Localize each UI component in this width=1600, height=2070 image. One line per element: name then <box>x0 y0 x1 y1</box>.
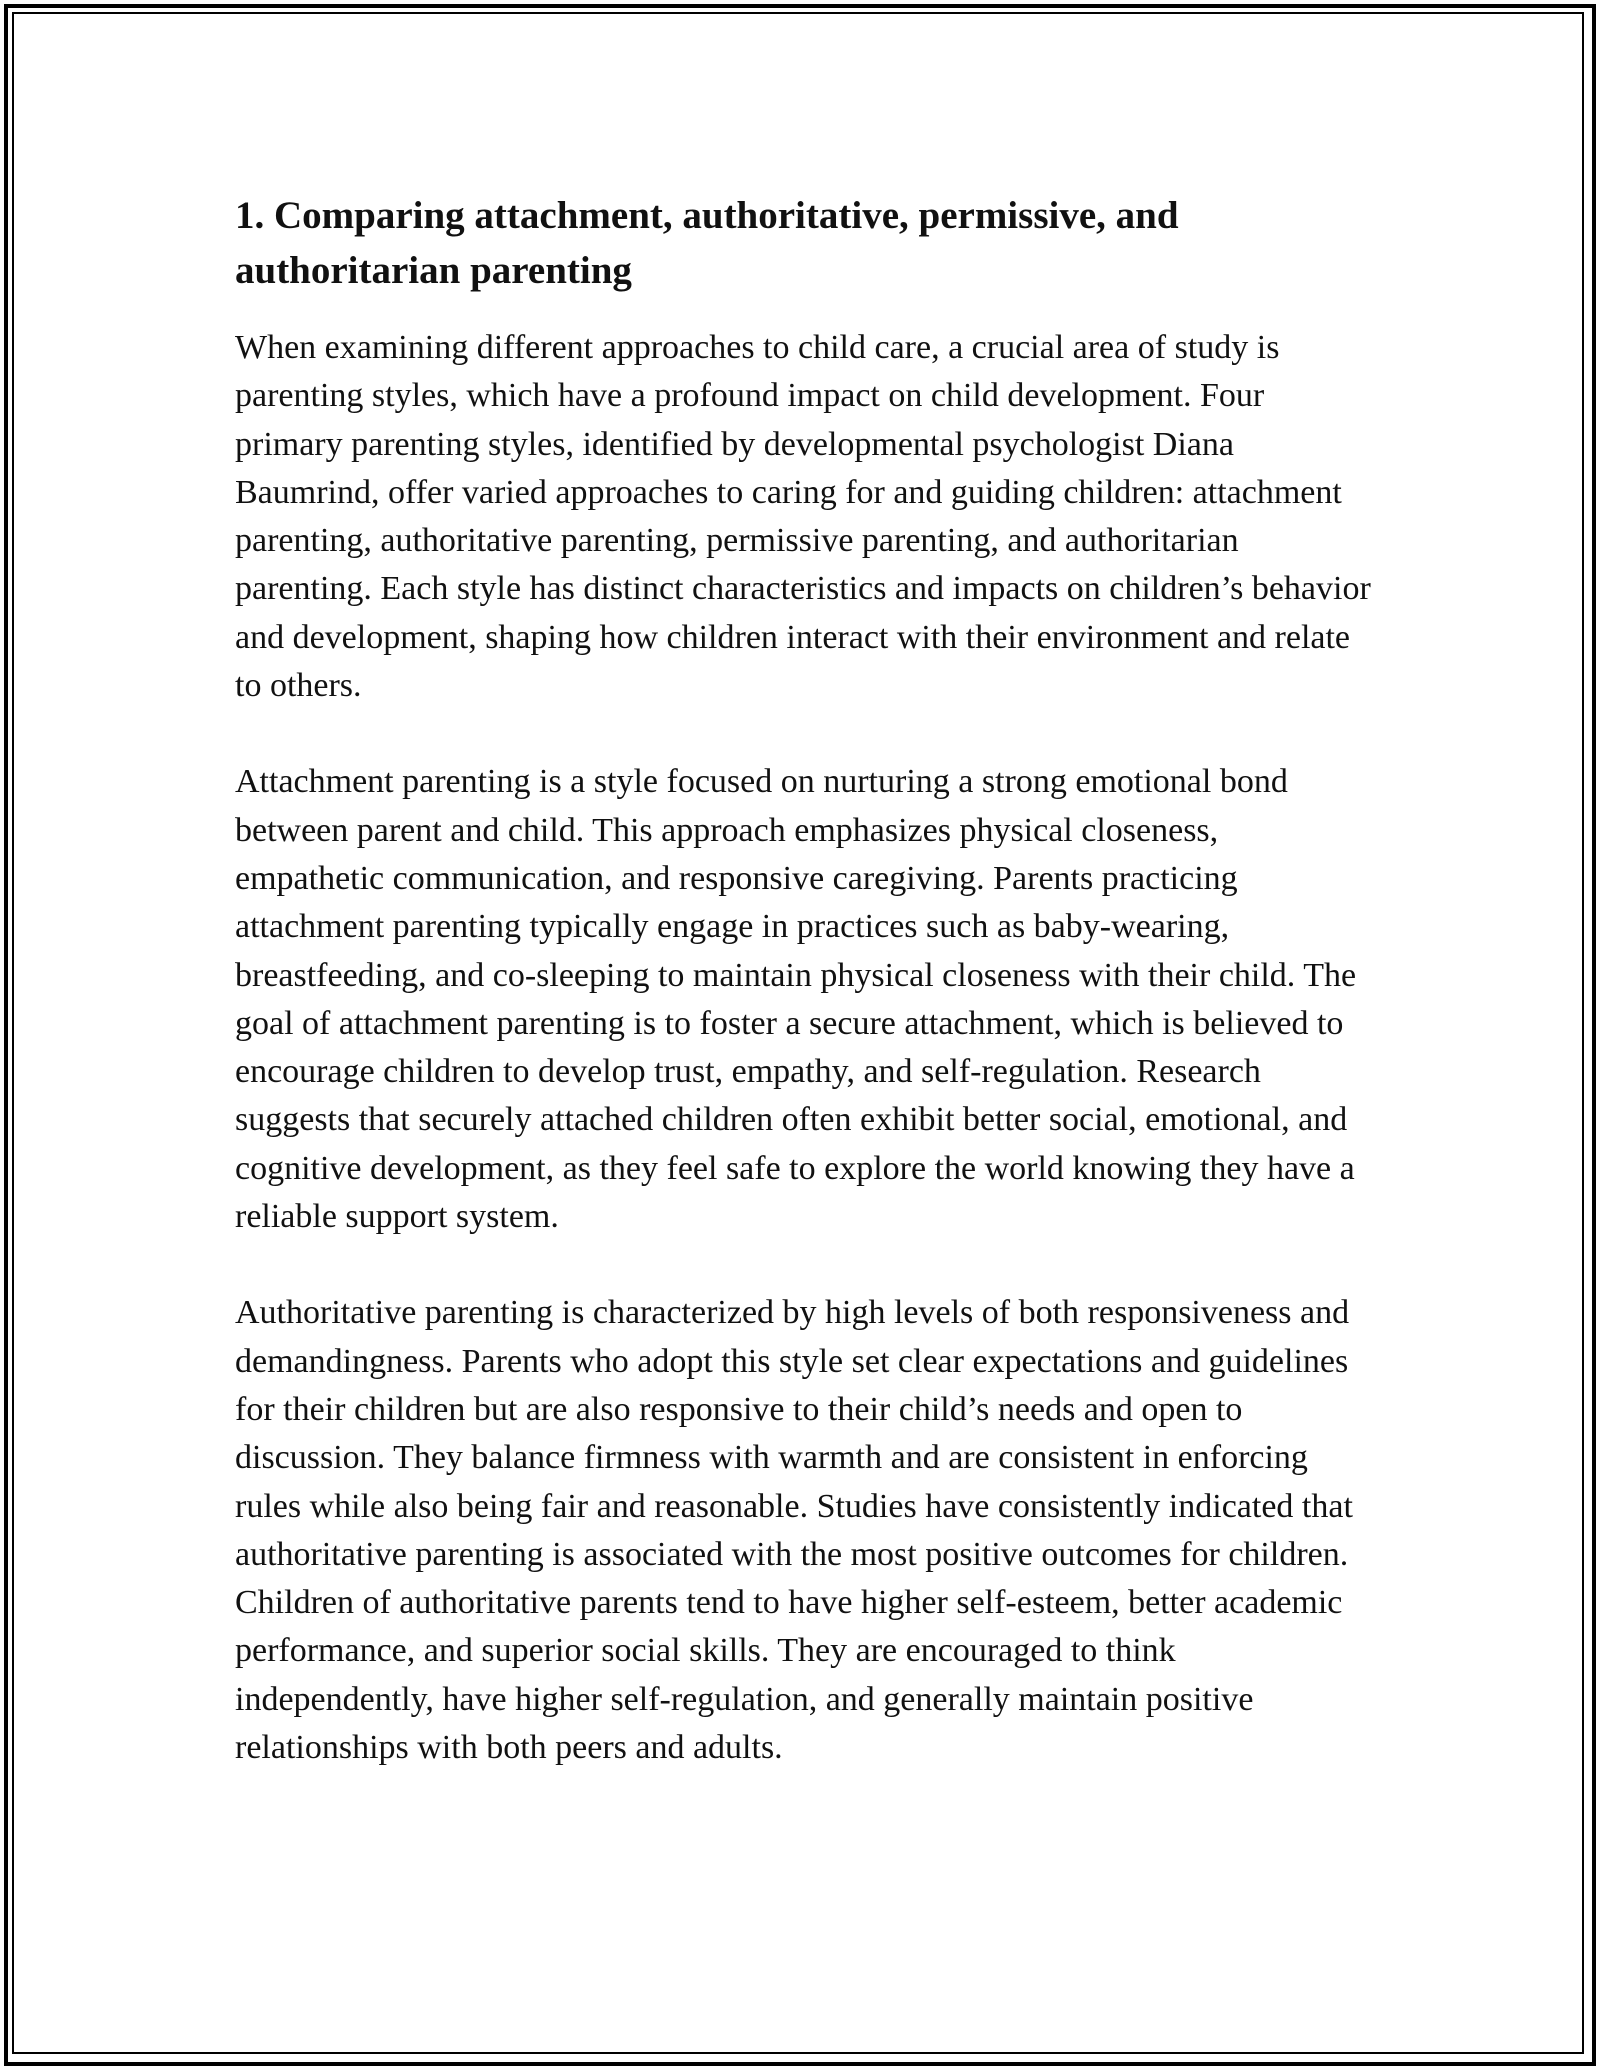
section-heading: 1. Comparing attachment, authoritative, permissive, and authoritarian parenting <box>235 194 1179 292</box>
paragraph-intro: When examining different approaches to child care, a crucial area of study is parenting styles, which have a profound impact on child development. Four primary parenting styles, identified by developmental psychologist Diana Baumrind, offer varied approaches to caring for and guiding children: attachment parenting, authoritative parenting, permissive parenting, and authoritarian parenting. Each style has distinct characteristics and impacts on children’s behavior and development, shaping how children interact with their environment and relate to others. <box>235 329 1371 705</box>
paragraph-authoritative-parenting: Authoritative parenting is characterized by high levels of both responsiveness and demandingness. Parents who adopt this style set clear expectations and guidelines for their children but are also responsive to their child’s needs and open to discussion. They balance firmness with warmth and are consistent in enforcing rules while also being fair and reasonable. Studies have consistently indicated that authoritative parenting is associated with the most positive outcomes for children. Children of authoritative parents tend to have higher self-esteem, better academic performance, and superior social skills. They are encouraged to think independently, have higher self-regulation, and generally maintain positive relationships with both peers and adults. <box>235 1294 1353 1767</box>
document-body <box>235 188 1375 1820</box>
paragraph-attachment-parenting: Attachment parenting is a style focused on nurturing a strong emotional bond between parent and child. This approach emphasizes physical closeness, empathetic communication, and responsive caregiving. Parents practicing attachment parenting typically engage in practices such as baby-wearing, breastfeeding, and co-sleeping to maintain physical closeness with their child. The goal of attachment parenting is to foster a secure attachment, which is believed to encourage children to develop trust, empathy, and self-regulation. Research suggests that securely attached children often exhibit better social, emotional, and cognitive development, as they feel safe to explore the world knowing they have a reliable support system. <box>235 763 1357 1236</box>
